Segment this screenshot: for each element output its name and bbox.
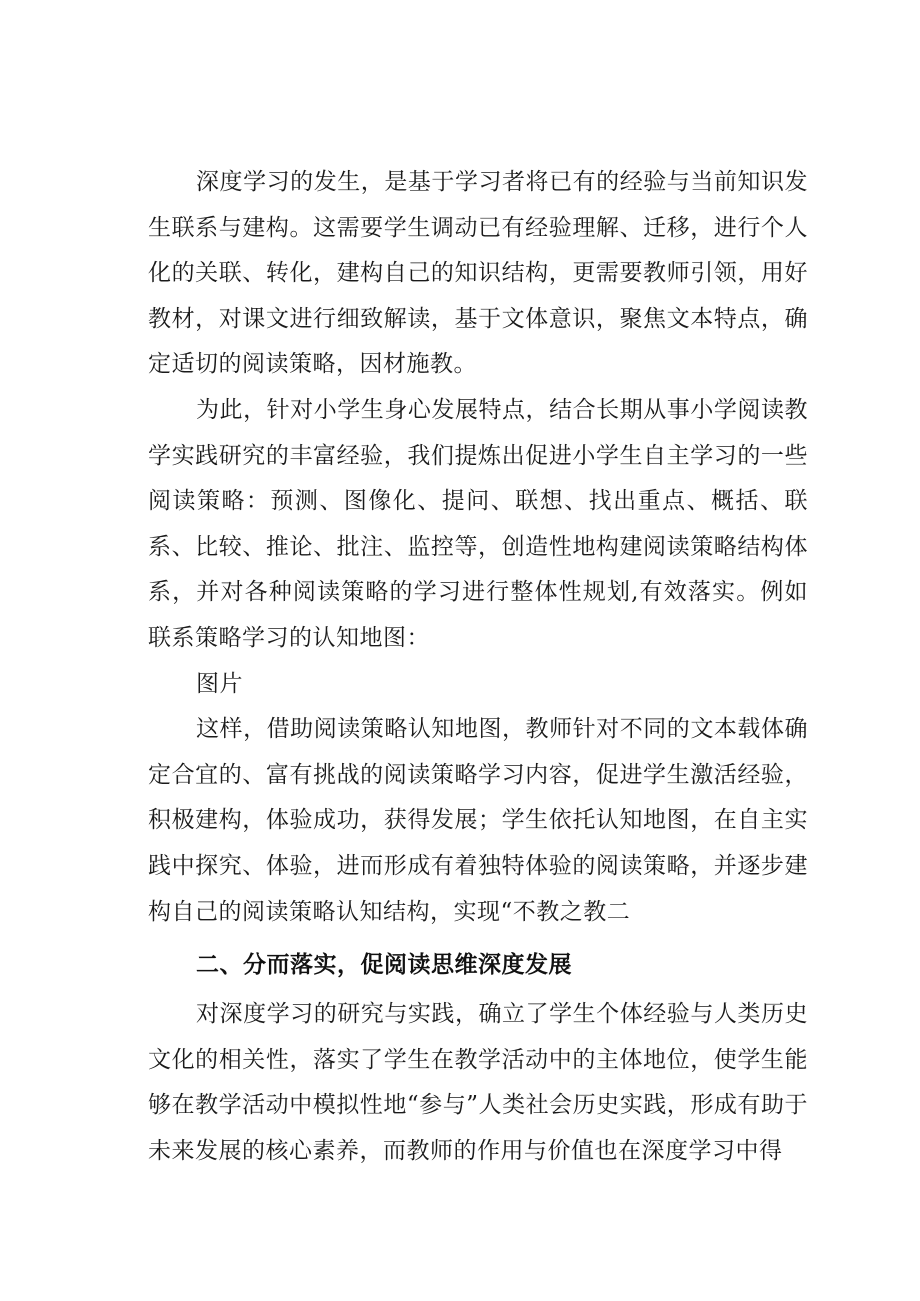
paragraph: 这样，借助阅读策略认知地图，教师针对不同的文本载体确定合宜的、富有挑战的阅读策略学习内容，促进学生激活经验，积极建构，体验成功，获得发展；学生依托认知地图，在自主实践中探究、体验，进而形成有着独特体验的阅读策略，并逐步建构自己的阅读策略认知结构，实现“不教之教二 — [148, 716, 808, 925]
paragraph: 对深度学习的研究与实践，确立了学生个体经验与人类历史文化的相关性，落实了学生在教学活动中的主体地位，使学生能够在教学活动中模拟性地“参与”人类社会历史实践，形成有助于未来发展的核心素养，而教师的作用与价值也在深度学习中得 — [148, 1001, 808, 1164]
paragraph: 深度学习的发生，是基于学习者将已有的经验与当前知识发生联系与建构。这需要学生调动已有经验理解、迁移，进行个人化的关联、转化，建构自己的知识结构，更需要教师引领，用好教材，对课文进行细致解读，基于文体意识，聚焦文本特点，确定适切的阅读策略，因材施教。 — [148, 169, 808, 378]
image-placeholder-text: 图片 — [196, 670, 243, 697]
section-heading: 二、分而落实，促阅读思维深度发展 — [196, 952, 572, 979]
document-body — [148, 160, 808, 1174]
paragraph: 为此，针对小学生身心发展特点，结合长期从事小学阅读教学实践研究的丰富经验，我们提炼出促进小学生自主学习的一些阅读策略：预测、图像化、提问、联想、找出重点、概括、联系、比较、推论、批注、监控等，创造性地构建阅读策略结构体系，并对各种阅读策略的学习进行整体性规划,有效落实。例如联系策略学习的认知地图： — [148, 396, 808, 651]
